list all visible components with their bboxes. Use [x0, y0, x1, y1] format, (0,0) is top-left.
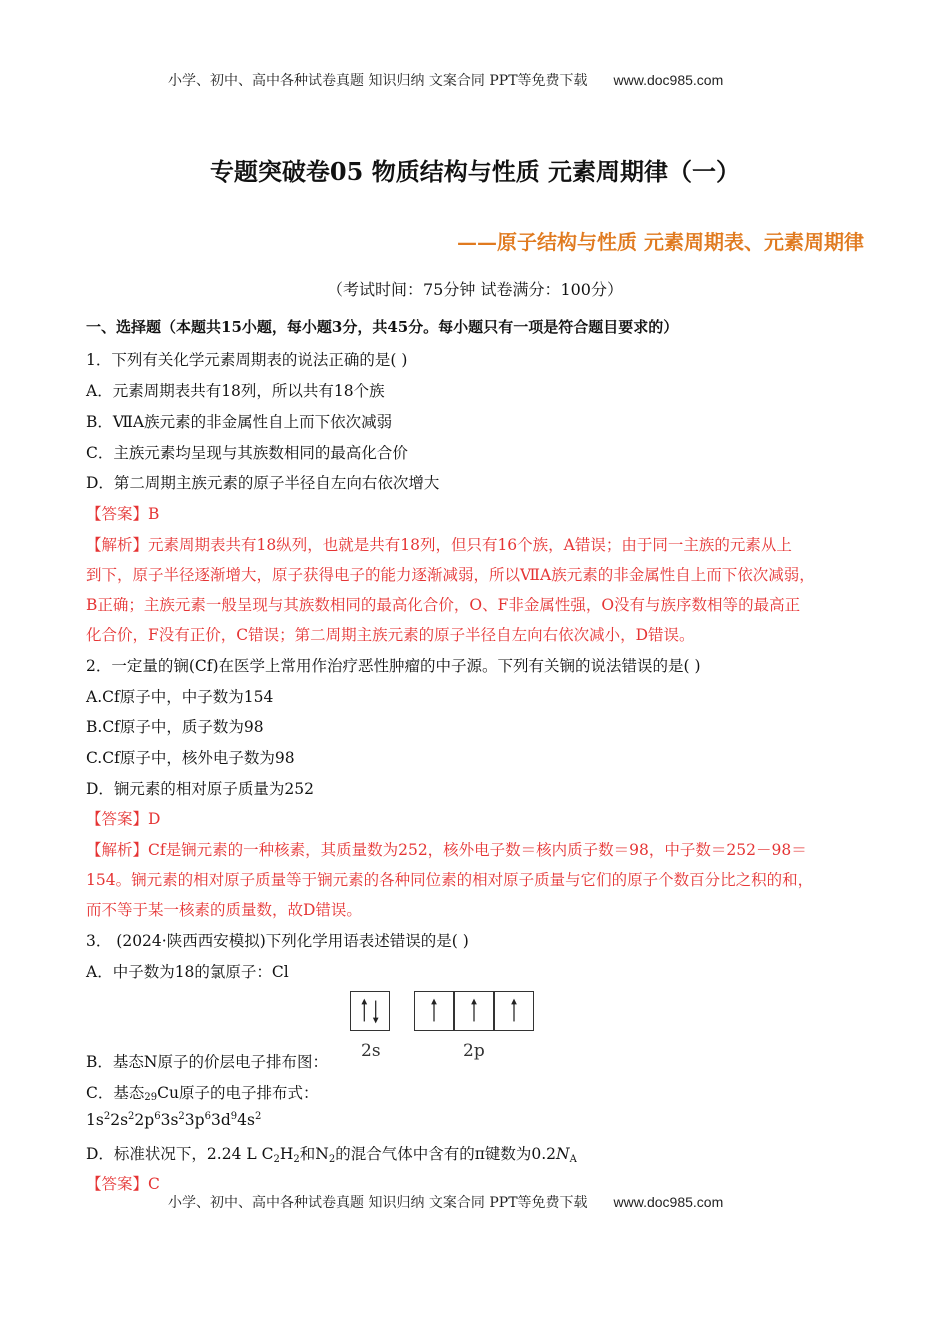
q3-option-c-post: Cu原子的电子排布式： — [157, 1084, 319, 1102]
config-term: 3s — [160, 1111, 179, 1129]
page-footer — [168, 1192, 723, 1212]
config-exp: 2 — [254, 1111, 262, 1122]
config-term: 1s — [86, 1111, 104, 1129]
orbital-2p-box-2 — [454, 991, 494, 1031]
q3-option-d — [86, 1142, 577, 1165]
orbital-2p-box-1 — [414, 991, 454, 1031]
config-exp: 6 — [204, 1111, 211, 1122]
q3-option-a: A．中子数为18的氯原子：Cl — [86, 963, 289, 981]
config-term: 3p — [184, 1111, 205, 1129]
q3-option-c — [86, 1081, 318, 1103]
exam-info: （考试时间：75分钟 试卷满分：100分） — [327, 280, 623, 299]
q3-d-text: D．标准状况下，2.24 L C — [86, 1145, 274, 1163]
q2-explanation-1: 【解析】Cf是锎元素的一种核素，其质量数为252，核外电子数＝核内质子数＝98，中子数＝252－98＝ — [86, 841, 807, 859]
q1-answer: 【答案】B — [86, 505, 160, 523]
q3-d-text: 的混合气体中含有的π键数为0.2 — [335, 1145, 557, 1163]
q1-option-a: A．元素周期表共有18列，所以共有18个族 — [86, 382, 385, 400]
q2-explanation-2: 154。锎元素的相对原子质量等于锎元素的各种同位素的相对原子质量与它们的原子个数百分比之积的和， — [86, 871, 814, 889]
q1-explanation-1: 【解析】元素周期表共有18纵列，也就是共有18列，但只有16个族，A错误；由于同一主族的元素从上 — [86, 536, 792, 554]
footer-text: 小学、初中、高中各种试卷真题 知识归纳 文案合同 PPT等免费下载 — [168, 1195, 588, 1211]
config-exp: 2 — [128, 1111, 135, 1122]
q2-option-b: B.Cf原子中，质子数为98 — [86, 718, 264, 736]
up-arrow-icon — [415, 992, 453, 1030]
q3-stem: 3． (2024·陕西西安模拟)下列化学用语表述错误的是( ) — [86, 932, 469, 950]
orbital-diagram — [350, 991, 540, 1066]
q1-option-c: C．主族元素均呈现与其族数相同的最高化合价 — [86, 444, 408, 462]
q1-explanation-2: 到下，原子半径逐渐增大，原子获得电子的能力逐渐减弱，所以ⅦA族元素的非金属性自上而下依次减弱， — [86, 566, 815, 584]
avogadro-symbol: N — [556, 1145, 570, 1163]
subscript: 2 — [293, 1154, 300, 1165]
q1-option-b: B．ⅦA族元素的非金属性自上而下依次减弱 — [86, 413, 393, 431]
q1-explanation-4: 化合价，F没有正价，C错误；第二周期主族元素的原子半径自左向右依次减小，D错误。 — [86, 626, 695, 644]
page-header — [168, 70, 723, 90]
subscript: 2 — [328, 1154, 336, 1165]
subscript: 2 — [273, 1154, 280, 1165]
q3-option-c-pre: C．基态 — [86, 1084, 145, 1102]
orbital-2s-box — [350, 991, 390, 1031]
q1-explanation-3: B正确；主族元素一般呈现与其族数相同的最高化合价，O、F非金属性强，O没有与族序数相等的最高正 — [86, 596, 801, 614]
q1-option-d: D．第二周期主族元素的原子半径自左向右依次增大 — [86, 474, 440, 492]
config-exp: 2 — [103, 1111, 111, 1122]
q3-d-text: 和N — [299, 1145, 329, 1163]
page-subtitle: ——原子结构与性质 元素周期表、元素周期律 — [457, 230, 864, 254]
q1-stem: 1．下列有关化学元素周期表的说法正确的是( ) — [86, 351, 408, 369]
config-term: 4s — [237, 1111, 255, 1129]
config-term: 2p — [134, 1111, 155, 1129]
up-arrow-icon — [495, 992, 533, 1030]
up-arrow-icon — [455, 992, 493, 1030]
q2-stem: 2．一定量的锎(Cf)在医学上常用作治疗恶性肿瘤的中子源。下列有关锎的说法错误的是( ) — [86, 657, 701, 675]
header-site[interactable]: www.doc985.com — [613, 72, 724, 88]
header-text: 小学、初中、高中各种试卷真题 知识归纳 文案合同 PPT等免费下载 — [168, 73, 588, 89]
up-down-arrows-icon — [351, 992, 389, 1030]
q3-answer: 【答案】C — [86, 1175, 160, 1193]
config-exp: 6 — [154, 1111, 161, 1122]
label-2s: 2s — [361, 1041, 381, 1061]
orbital-2p-box-3 — [494, 991, 534, 1031]
q2-option-c: C.Cf原子中，核外电子数为98 — [86, 749, 295, 767]
label-2p: 2p — [463, 1041, 485, 1061]
q3-option-b: B．基态N原子的价层电子排布图： — [86, 1053, 328, 1071]
q2-answer: 【答案】D — [86, 810, 161, 828]
atomic-number: 29 — [144, 1092, 158, 1103]
subscript: A — [569, 1154, 577, 1165]
q3-d-text: H — [279, 1145, 294, 1163]
config-term: 2s — [110, 1111, 129, 1129]
q2-explanation-3: 而不等于某一核素的质量数，故D错误。 — [86, 901, 362, 919]
section-heading: 一、选择题（本题共15小题，每小题3分，共45分。每小题只有一项是符合题目要求的） — [86, 318, 679, 336]
electron-configuration — [86, 1111, 261, 1129]
q2-option-a: A.Cf原子中，中子数为154 — [86, 688, 274, 706]
config-exp: 9 — [230, 1111, 238, 1122]
footer-site[interactable]: www.doc985.com — [613, 1194, 724, 1210]
page-title: 专题突破卷05 物质结构与性质 元素周期律（一） — [209, 157, 741, 186]
config-term: 3d — [210, 1111, 231, 1129]
config-exp: 2 — [178, 1111, 185, 1122]
q2-option-d: D．锎元素的相对原子质量为252 — [86, 780, 315, 798]
